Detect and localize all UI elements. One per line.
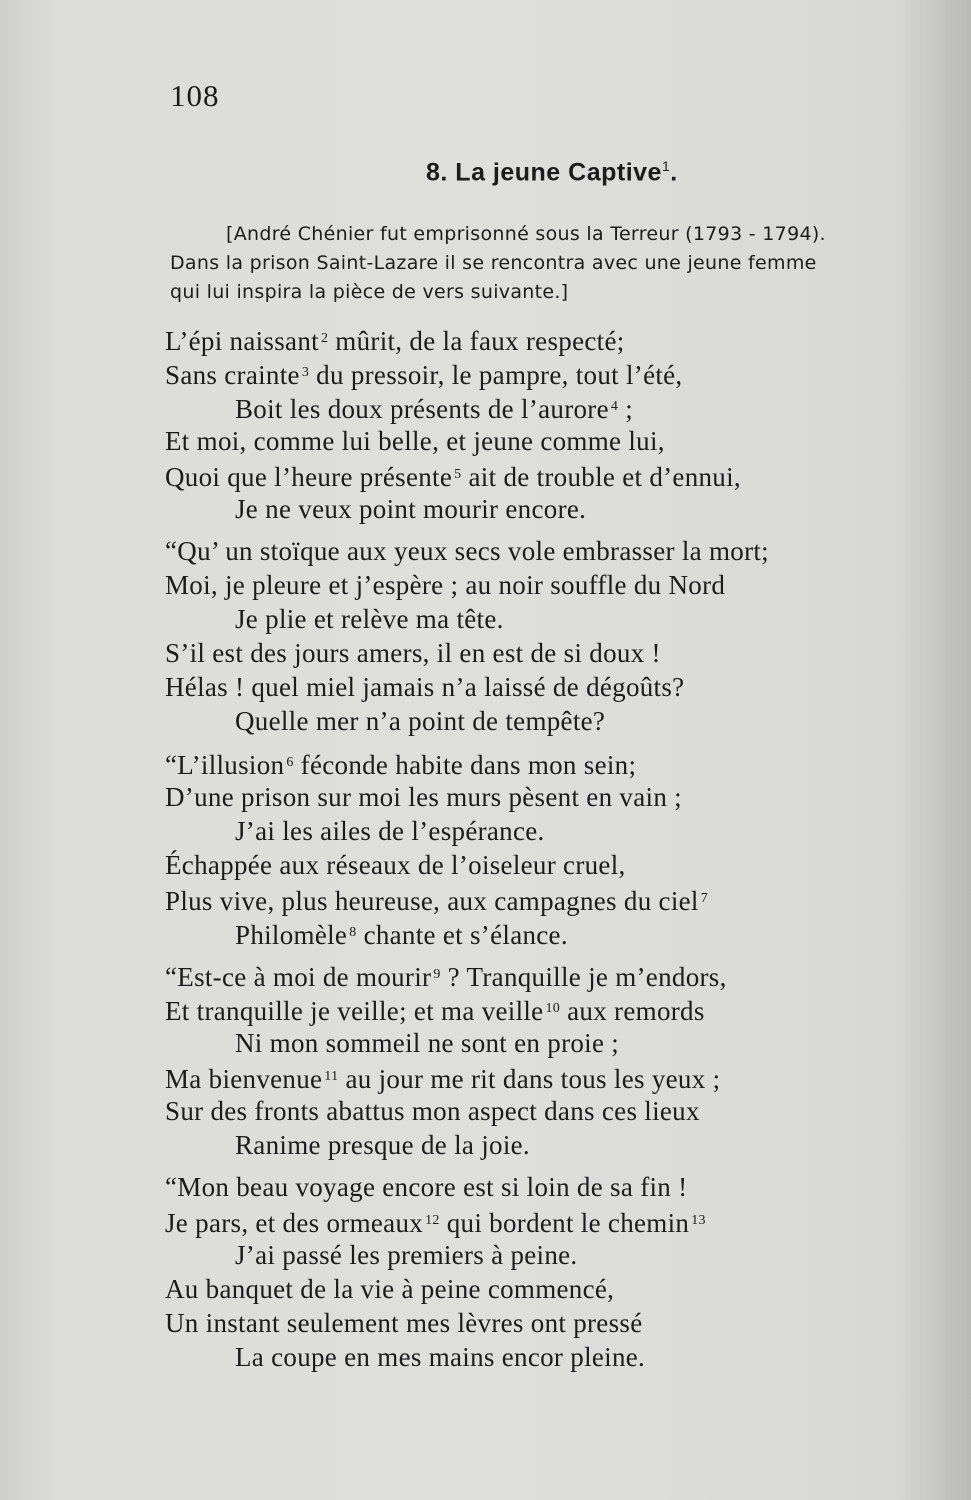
- footnote-marker: 2: [320, 331, 329, 346]
- verse-line: Je pars, et des ormeaux $^{12}$ qui bordent le chemin $^{13}$: [165, 1208, 706, 1238]
- verse-line: Quoi que l’heure présente $^5$ ait de trouble et d’ennui,: [165, 462, 741, 492]
- verse-line: Philomèle $^8$ chante et s’élance.: [235, 920, 568, 950]
- verse-line: J’ai les ailes de l’espérance.: [235, 816, 545, 846]
- intro-line: Dans la prison Saint-Lazare il se rencontra avec une jeune femme: [170, 252, 817, 274]
- verse-line: J’ai passé les premiers à peine.: [235, 1240, 578, 1270]
- footnote-marker: 9: [433, 967, 441, 982]
- verse-line: La coupe en mes mains encor pleine.: [235, 1342, 646, 1372]
- footnote-marker: 13: [691, 1213, 706, 1228]
- footnote-marker: 6: [286, 755, 294, 770]
- verse-line: Quelle mer n’a point de tempête?: [235, 706, 606, 736]
- stanza: [165, 958, 925, 1162]
- verse-line: Sans crainte $^3$ du pressoir, le pampre, tout l’été,: [165, 360, 683, 390]
- verse-line: Ranime presque de la joie.: [235, 1130, 530, 1160]
- stanza: [165, 322, 925, 526]
- verse-line: Sur des fronts abattus mon aspect dans ces lieux: [165, 1096, 700, 1126]
- verse-line: Ma bienvenue $^{11}$ au jour me rit dans tous les yeux ;: [165, 1064, 721, 1094]
- page-number: 108: [170, 78, 220, 113]
- verse-line: “Qu’ un stoïque aux yeux secs vole embrasser la mort;: [165, 536, 769, 566]
- footnote-marker: 7: [700, 891, 709, 906]
- footnote-marker: 10: [545, 1001, 561, 1016]
- intro-line: [André Chénier fut emprisonné sous la Terreur (1793 - 1794).: [226, 223, 826, 245]
- verse-line: Et tranquille je veille; et ma veille $^{10}$ aux remords: [165, 996, 705, 1026]
- verse-line: Boit les doux présents de l’aurore $^4$ ;: [235, 394, 634, 424]
- footnote-marker: 3: [301, 365, 310, 380]
- verse-line: Un instant seulement mes lèvres ont pressé: [165, 1308, 643, 1338]
- footnote-marker: 8: [349, 925, 357, 940]
- poem-body: [165, 322, 925, 1382]
- verse-line: “Est-ce à moi de mourir $^9$ ? Tranquille je m’endors,: [165, 962, 727, 992]
- intro-note: [170, 220, 925, 307]
- verse-line: Ni mon sommeil ne sont en proie ;: [235, 1028, 620, 1058]
- verse-line: Moi, je pleure et j’espère ; au noir souffle du Nord: [165, 570, 726, 600]
- verse-line: Plus vive, plus heureuse, aux campagnes du ciel $^7$: [165, 886, 709, 916]
- poem-title-text: 8. La jeune Captive: [426, 158, 662, 187]
- stanza: [165, 534, 925, 738]
- verse-line: “L’illusion $^6$ féconde habite dans mon sein;: [165, 750, 637, 780]
- verse-line: Je plie et relève ma tête.: [235, 604, 504, 634]
- footnote-marker: 4: [610, 399, 619, 414]
- verse-line: Au banquet de la vie à peine commencé,: [165, 1274, 615, 1304]
- verse-line: Échappée aux réseaux de l’oiseleur cruel,: [165, 850, 626, 880]
- verse-line: Je ne veux point mourir encore.: [235, 494, 587, 524]
- footnote-marker: 12: [425, 1213, 440, 1228]
- stanza: [165, 746, 925, 950]
- verse-line: Et moi, comme lui belle, et jeune comme lui,: [165, 426, 665, 456]
- footnote-marker: 11: [324, 1069, 339, 1084]
- verse-line: L’épi naissant $^2$ mûrit, de la faux respecté;: [165, 326, 625, 356]
- verse-line: S’il est des jours amers, il en est de si doux !: [165, 638, 661, 668]
- verse-line: D’une prison sur moi les murs pèsent en vain ;: [165, 782, 682, 812]
- intro-line: qui lui inspira la pièce de vers suivante.]: [170, 281, 569, 303]
- footnote-marker: 5: [454, 467, 462, 482]
- verse-line: “Mon beau voyage encore est si loin de sa fin !: [165, 1172, 688, 1202]
- stanza: [165, 1170, 925, 1374]
- verse-line: Hélas ! quel miel jamais n’a laissé de dégoûts?: [165, 672, 685, 702]
- poem-title: 8. La jeune Captive$^1$.: [426, 158, 678, 187]
- footnote-marker: 1: [661, 158, 671, 174]
